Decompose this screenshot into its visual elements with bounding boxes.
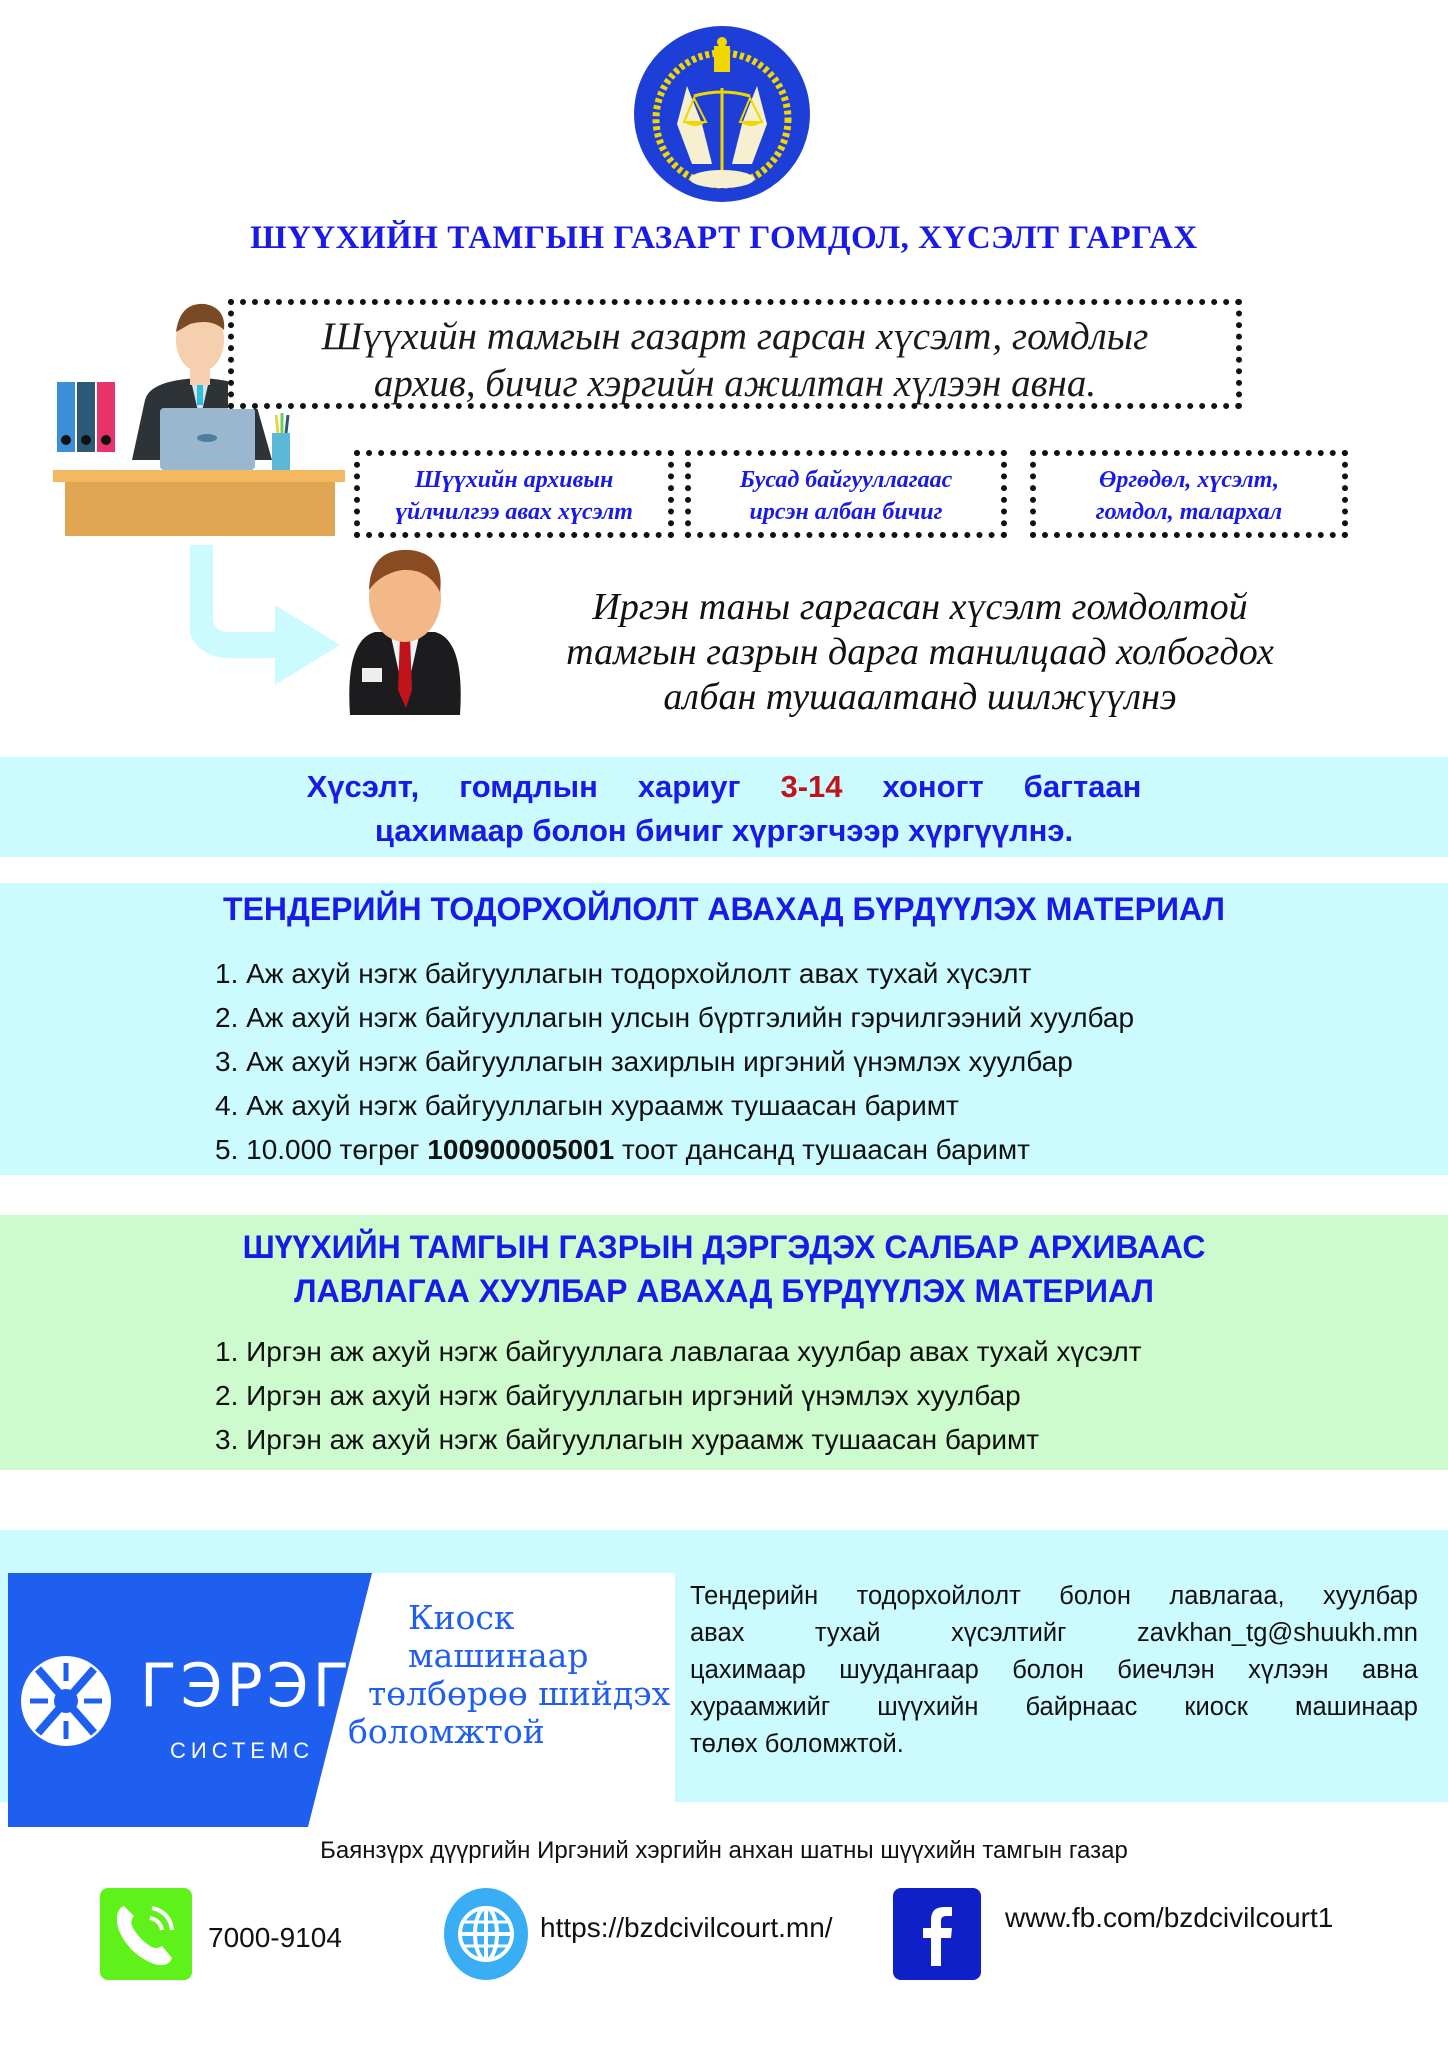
court-chief-illustration [340,540,470,720]
category-line: ирсэн албан бичиг [749,499,943,525]
phone-icon[interactable] [100,1888,192,1980]
archive-title [0,1225,1448,1313]
list-item: 1. Аж ахуй нэгж байгууллагын тодорхойлолт авах тухай хүсэлт [215,958,1032,989]
list-item: 4. Аж ахуй нэгж байгууллагын хураамж тушаасан баримт [215,1090,959,1121]
court-emblem-logo [632,24,812,204]
archive-list [215,1330,1142,1462]
info-line: төлөх боломжтой. [690,1730,904,1758]
chief-line: албан тушаалтанд шилжүүлнэ [663,676,1177,718]
globe-icon[interactable] [440,1888,532,1980]
category-line: үйлчилгээ авах хүсэлт [395,499,633,525]
flow-arrow [190,545,350,685]
page-title: ШҮҮХИЙН ТАМГЫН ГАЗАРТ ГОМДОЛ, ХҮСЭЛТ ГАРГАХ [250,220,1198,256]
chief-review-text [470,585,1370,720]
slogan-line: Киоск машинаар [408,1598,589,1675]
organization-name: Баянзүрх дүүргийн Иргэний хэргийн анхан шатны шүүхийн тамгын газар [320,1837,1128,1864]
response-word: хоногт [882,769,984,804]
category-box-petitions [1030,450,1348,538]
response-word: Хүсэлт, [306,769,420,804]
gerege-systems-banner [8,1573,675,1827]
intake-text [234,313,1236,407]
gerege-brand-sub: СИСТЕМС [170,1738,315,1763]
info-line: хураамжийг шүүхийн байрнаас киоск машинаар [690,1693,1418,1721]
website-link[interactable]: https://bzdcivilcourt.mn/ [540,1912,833,1943]
kiosk-info-text [690,1578,1418,1763]
response-time-text [0,765,1448,853]
list-item [215,1128,1134,1172]
category-line: Шүүхийн архивын [414,467,614,493]
list-item: 3. Иргэн аж ахуй нэгж байгууллагын хураамж тушаасан баримт [215,1424,1040,1455]
gerege-emblem-icon [21,1656,111,1746]
kiosk-slogan [348,1599,675,1751]
category-line: гомдол, талархал [1095,499,1283,525]
emblem-icon [632,24,812,204]
info-line: Тендерийн тодорхойлолт болон лавлагаа, хуулбар [690,1582,1418,1610]
slogan-line: боломжтой [348,1712,545,1751]
list-item: 2. Иргэн аж ахуй нэгж байгууллагын иргэний үнэмлэх хуулбар [215,1380,1021,1411]
archive-title-line: ШҮҮХИЙН ТАМГЫН ГАЗРЫН ДЭРГЭДЭХ САЛБАР АРХИВААС [242,1229,1206,1265]
response-line-2: цахимаар болон бичиг хүргэгчээр хүргүүлнэ. [374,813,1074,848]
list-item: 2. Аж ахуй нэгж байгууллагын улсын бүртгэлийн гэрчилгээний хуулбар [215,1002,1135,1033]
item5-prefix: 5. 10.000 төгрөг [215,1134,428,1165]
phone-number[interactable]: 7000-9104 [208,1922,342,1953]
category-line: Өргөдөл, хүсэлт, [1098,467,1279,493]
tender-title: ТЕНДЕРИЙН ТОДОРХОЙЛОЛТ АВАХАД БҮРДҮҮЛЭХ МАТЕРИАЛ [223,891,1225,927]
category-box-official-letter [685,450,1007,538]
chief-line: Иргэн таны гаргасан хүсэлт гомдолтой [592,586,1248,628]
response-word: гомдлын [459,769,598,804]
gerege-brand: ГЭРЭГЭ [140,1651,400,1721]
tender-list [215,952,1134,1172]
facebook-icon[interactable] [893,1888,985,1980]
bank-account-number: 100900005001 [427,1134,615,1165]
list-item: 1. Иргэн аж ахуй нэгж байгууллага лавлагаа хуулбар авах тухай хүсэлт [215,1336,1142,1367]
archive-title-line: ЛАВЛАГАА ХУУЛБАР АВАХАД БҮРДҮҮЛЭХ МАТЕРИАЛ [294,1273,1154,1309]
category-box-archive-service [354,450,674,538]
item5-suffix: тоот дансанд тушаасан баримт [614,1134,1030,1165]
response-days-highlight: 3-14 [780,769,843,804]
response-word: багтаан [1023,769,1142,804]
info-line-email[interactable]: авах тухай хүсэлтийг zavkhan_tg@shuukh.mn [690,1619,1418,1647]
chief-line: тамгын газрын дарга танилцаад холбогдох [566,631,1274,673]
intake-line: Шүүхийн тамгын газарт гарсан хүсэлт, гомдлыг [321,315,1149,358]
facebook-link[interactable]: www.fb.com/bzdcivilcourt1 [1005,1902,1334,1933]
intake-info-box [228,299,1242,409]
intake-line: архив, бичиг хэргийн ажилтан хүлээн авна. [373,362,1097,405]
slogan-line: төлбөрөө шийдэх [368,1674,671,1713]
list-item: 3. Аж ахуй нэгж байгууллагын захирлын иргэний үнэмлэх хуулбар [215,1046,1073,1077]
info-line: цахимаар шуудангаар болон биечлэн хүлээн авна [690,1656,1418,1684]
response-word: хариуг [637,769,741,804]
category-line: Бусад байгууллагаас [739,467,953,493]
